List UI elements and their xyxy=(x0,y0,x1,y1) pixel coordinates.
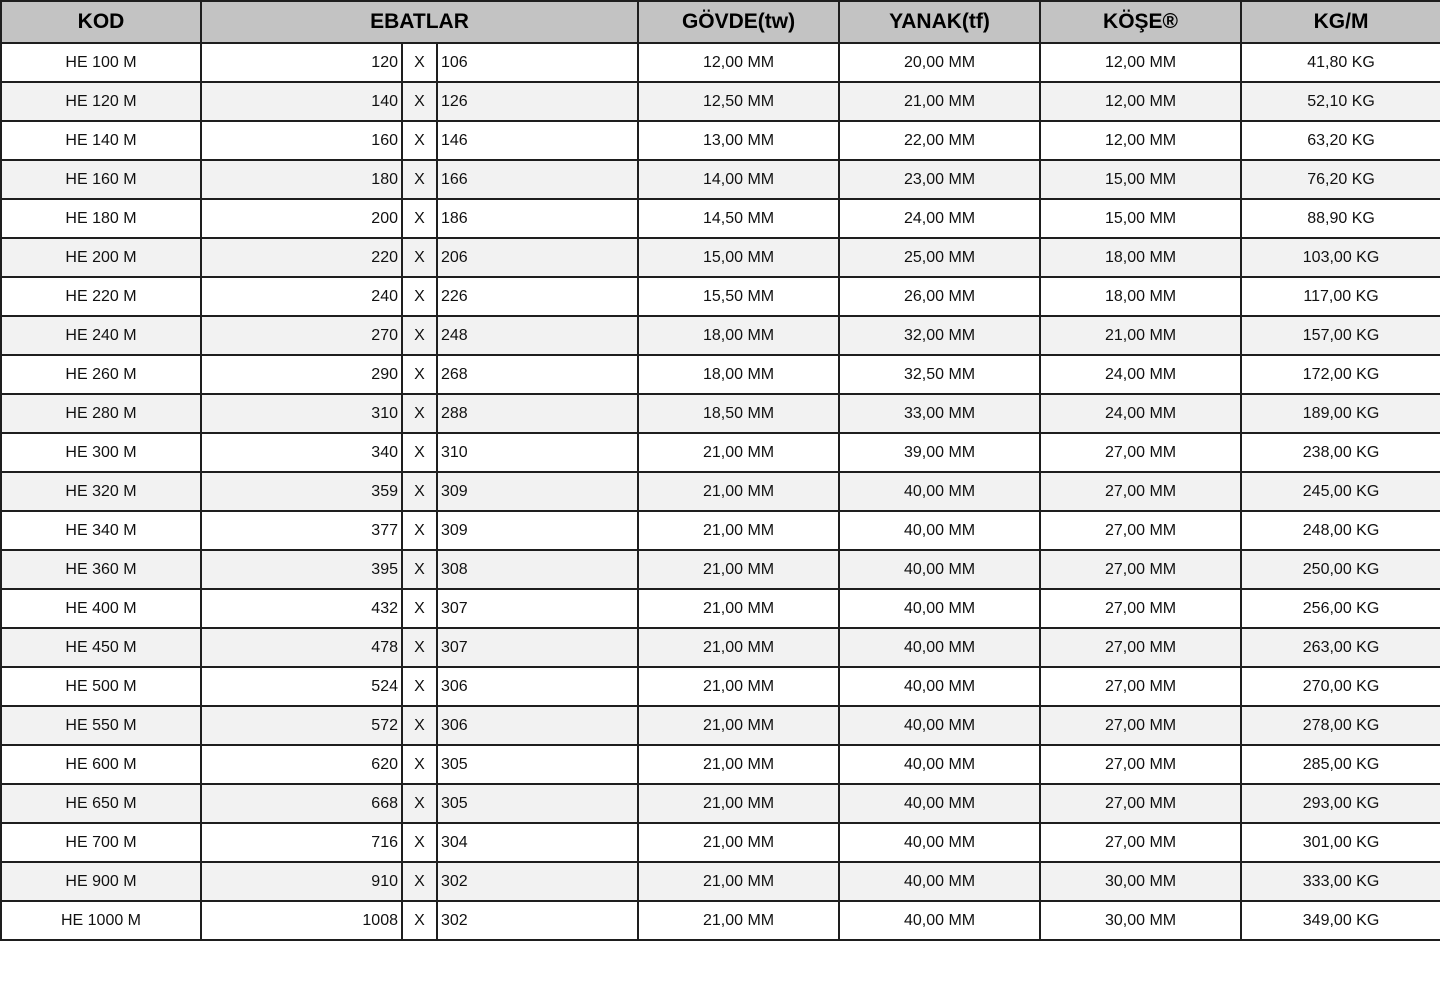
cell-govde: 15,50 MM xyxy=(638,277,839,316)
cell-govde: 12,50 MM xyxy=(638,82,839,121)
cell-govde: 18,00 MM xyxy=(638,355,839,394)
cell-ebat-x: X xyxy=(402,901,437,940)
header-govde: GÖVDE(tw) xyxy=(638,1,839,43)
cell-kod: HE 180 M xyxy=(1,199,201,238)
cell-ebat-a: 620 xyxy=(201,745,402,784)
cell-yanak: 39,00 MM xyxy=(839,433,1040,472)
cell-ebat-b: 306 xyxy=(437,706,638,745)
cell-kod: HE 900 M xyxy=(1,862,201,901)
cell-kose: 27,00 MM xyxy=(1040,433,1241,472)
cell-ebat-a: 910 xyxy=(201,862,402,901)
cell-ebat-b: 302 xyxy=(437,862,638,901)
cell-ebat-b: 226 xyxy=(437,277,638,316)
cell-ebat-b: 302 xyxy=(437,901,638,940)
cell-kose: 18,00 MM xyxy=(1040,238,1241,277)
cell-ebat-x: X xyxy=(402,277,437,316)
cell-kgm: 293,00 KG xyxy=(1241,784,1440,823)
cell-yanak: 23,00 MM xyxy=(839,160,1040,199)
cell-yanak: 40,00 MM xyxy=(839,862,1040,901)
table-row xyxy=(1,121,1440,160)
cell-kod: HE 500 M xyxy=(1,667,201,706)
cell-yanak: 40,00 MM xyxy=(839,628,1040,667)
cell-ebat-b: 307 xyxy=(437,628,638,667)
cell-kose: 27,00 MM xyxy=(1040,550,1241,589)
cell-kgm: 256,00 KG xyxy=(1241,589,1440,628)
cell-ebat-x: X xyxy=(402,355,437,394)
cell-kose: 12,00 MM xyxy=(1040,121,1241,160)
cell-govde: 21,00 MM xyxy=(638,433,839,472)
cell-govde: 14,00 MM xyxy=(638,160,839,199)
table-row xyxy=(1,628,1440,667)
cell-kod: HE 280 M xyxy=(1,394,201,433)
cell-govde: 15,00 MM xyxy=(638,238,839,277)
cell-ebat-b: 306 xyxy=(437,667,638,706)
cell-kgm: 41,80 KG xyxy=(1241,43,1440,82)
cell-kgm: 263,00 KG xyxy=(1241,628,1440,667)
cell-ebat-b: 310 xyxy=(437,433,638,472)
cell-kose: 15,00 MM xyxy=(1040,199,1241,238)
cell-ebat-x: X xyxy=(402,472,437,511)
cell-ebat-x: X xyxy=(402,121,437,160)
cell-ebat-a: 290 xyxy=(201,355,402,394)
cell-ebat-a: 160 xyxy=(201,121,402,160)
table-row xyxy=(1,862,1440,901)
cell-ebat-x: X xyxy=(402,43,437,82)
cell-kod: HE 550 M xyxy=(1,706,201,745)
cell-ebat-a: 270 xyxy=(201,316,402,355)
cell-kose: 27,00 MM xyxy=(1040,745,1241,784)
cell-yanak: 40,00 MM xyxy=(839,472,1040,511)
cell-kgm: 349,00 KG xyxy=(1241,901,1440,940)
cell-govde: 18,00 MM xyxy=(638,316,839,355)
cell-kose: 24,00 MM xyxy=(1040,394,1241,433)
cell-kod: HE 140 M xyxy=(1,121,201,160)
cell-govde: 13,00 MM xyxy=(638,121,839,160)
cell-kgm: 285,00 KG xyxy=(1241,745,1440,784)
cell-ebat-b: 166 xyxy=(437,160,638,199)
cell-kose: 27,00 MM xyxy=(1040,472,1241,511)
cell-ebat-a: 395 xyxy=(201,550,402,589)
cell-kgm: 52,10 KG xyxy=(1241,82,1440,121)
cell-ebat-b: 309 xyxy=(437,511,638,550)
cell-kgm: 157,00 KG xyxy=(1241,316,1440,355)
cell-kose: 27,00 MM xyxy=(1040,511,1241,550)
cell-ebat-x: X xyxy=(402,511,437,550)
cell-kgm: 301,00 KG xyxy=(1241,823,1440,862)
cell-ebat-x: X xyxy=(402,160,437,199)
cell-kod: HE 700 M xyxy=(1,823,201,862)
cell-ebat-b: 305 xyxy=(437,745,638,784)
cell-ebat-a: 310 xyxy=(201,394,402,433)
cell-govde: 21,00 MM xyxy=(638,745,839,784)
cell-govde: 21,00 MM xyxy=(638,667,839,706)
cell-ebat-x: X xyxy=(402,784,437,823)
cell-yanak: 40,00 MM xyxy=(839,511,1040,550)
cell-ebat-x: X xyxy=(402,199,437,238)
cell-govde: 21,00 MM xyxy=(638,628,839,667)
cell-govde: 21,00 MM xyxy=(638,862,839,901)
cell-yanak: 32,50 MM xyxy=(839,355,1040,394)
cell-ebat-a: 377 xyxy=(201,511,402,550)
cell-kgm: 333,00 KG xyxy=(1241,862,1440,901)
table-row xyxy=(1,199,1440,238)
cell-kose: 27,00 MM xyxy=(1040,628,1241,667)
cell-kose: 30,00 MM xyxy=(1040,862,1241,901)
cell-ebat-x: X xyxy=(402,316,437,355)
cell-ebat-b: 307 xyxy=(437,589,638,628)
cell-govde: 12,00 MM xyxy=(638,43,839,82)
cell-kgm: 76,20 KG xyxy=(1241,160,1440,199)
cell-yanak: 21,00 MM xyxy=(839,82,1040,121)
cell-ebat-x: X xyxy=(402,589,437,628)
cell-ebat-a: 478 xyxy=(201,628,402,667)
cell-kgm: 189,00 KG xyxy=(1241,394,1440,433)
header-kose: KÖŞE® xyxy=(1040,1,1241,43)
cell-ebat-a: 1008 xyxy=(201,901,402,940)
cell-ebat-x: X xyxy=(402,823,437,862)
cell-yanak: 26,00 MM xyxy=(839,277,1040,316)
cell-kod: HE 120 M xyxy=(1,82,201,121)
cell-govde: 14,50 MM xyxy=(638,199,839,238)
header-kgm: KG/M xyxy=(1241,1,1440,43)
table-row xyxy=(1,43,1440,82)
cell-kod: HE 360 M xyxy=(1,550,201,589)
cell-ebat-x: X xyxy=(402,745,437,784)
cell-ebat-x: X xyxy=(402,238,437,277)
cell-kod: HE 240 M xyxy=(1,316,201,355)
cell-kod: HE 300 M xyxy=(1,433,201,472)
table-row xyxy=(1,160,1440,199)
cell-kod: HE 100 M xyxy=(1,43,201,82)
table-row xyxy=(1,355,1440,394)
cell-kod: HE 220 M xyxy=(1,277,201,316)
cell-kgm: 270,00 KG xyxy=(1241,667,1440,706)
cell-yanak: 40,00 MM xyxy=(839,784,1040,823)
cell-ebat-a: 524 xyxy=(201,667,402,706)
cell-yanak: 20,00 MM xyxy=(839,43,1040,82)
cell-kose: 30,00 MM xyxy=(1040,901,1241,940)
table-row xyxy=(1,394,1440,433)
cell-govde: 21,00 MM xyxy=(638,511,839,550)
table-row xyxy=(1,706,1440,745)
cell-ebat-x: X xyxy=(402,394,437,433)
cell-ebat-a: 140 xyxy=(201,82,402,121)
cell-ebat-a: 340 xyxy=(201,433,402,472)
cell-ebat-b: 248 xyxy=(437,316,638,355)
cell-ebat-b: 288 xyxy=(437,394,638,433)
cell-kose: 12,00 MM xyxy=(1040,43,1241,82)
table-row xyxy=(1,784,1440,823)
cell-govde: 21,00 MM xyxy=(638,901,839,940)
cell-yanak: 40,00 MM xyxy=(839,589,1040,628)
cell-ebat-x: X xyxy=(402,862,437,901)
cell-kod: HE 450 M xyxy=(1,628,201,667)
cell-ebat-x: X xyxy=(402,628,437,667)
cell-kgm: 250,00 KG xyxy=(1241,550,1440,589)
cell-govde: 21,00 MM xyxy=(638,550,839,589)
cell-yanak: 40,00 MM xyxy=(839,667,1040,706)
cell-ebat-b: 308 xyxy=(437,550,638,589)
cell-ebat-b: 309 xyxy=(437,472,638,511)
cell-govde: 18,50 MM xyxy=(638,394,839,433)
table-row xyxy=(1,238,1440,277)
table-row xyxy=(1,823,1440,862)
cell-yanak: 22,00 MM xyxy=(839,121,1040,160)
cell-yanak: 24,00 MM xyxy=(839,199,1040,238)
cell-yanak: 40,00 MM xyxy=(839,823,1040,862)
cell-kose: 27,00 MM xyxy=(1040,589,1241,628)
header-ebatlar: EBATLAR xyxy=(201,1,638,43)
cell-govde: 21,00 MM xyxy=(638,706,839,745)
cell-kod: HE 1000 M xyxy=(1,901,201,940)
cell-ebat-a: 359 xyxy=(201,472,402,511)
cell-kose: 12,00 MM xyxy=(1040,82,1241,121)
header-kod: KOD xyxy=(1,1,201,43)
table-row xyxy=(1,901,1440,940)
cell-ebat-a: 200 xyxy=(201,199,402,238)
cell-yanak: 40,00 MM xyxy=(839,706,1040,745)
cell-kose: 18,00 MM xyxy=(1040,277,1241,316)
cell-kod: HE 600 M xyxy=(1,745,201,784)
cell-kgm: 245,00 KG xyxy=(1241,472,1440,511)
cell-govde: 21,00 MM xyxy=(638,472,839,511)
cell-ebat-x: X xyxy=(402,667,437,706)
cell-govde: 21,00 MM xyxy=(638,784,839,823)
cell-yanak: 40,00 MM xyxy=(839,901,1040,940)
cell-ebat-a: 120 xyxy=(201,43,402,82)
cell-kgm: 172,00 KG xyxy=(1241,355,1440,394)
table-row xyxy=(1,667,1440,706)
cell-kod: HE 320 M xyxy=(1,472,201,511)
cell-yanak: 32,00 MM xyxy=(839,316,1040,355)
cell-ebat-x: X xyxy=(402,433,437,472)
cell-kgm: 248,00 KG xyxy=(1241,511,1440,550)
cell-kod: HE 160 M xyxy=(1,160,201,199)
table-row xyxy=(1,316,1440,355)
cell-ebat-b: 106 xyxy=(437,43,638,82)
cell-ebat-x: X xyxy=(402,550,437,589)
cell-ebat-a: 668 xyxy=(201,784,402,823)
cell-ebat-b: 304 xyxy=(437,823,638,862)
cell-ebat-x: X xyxy=(402,706,437,745)
cell-ebat-a: 572 xyxy=(201,706,402,745)
cell-ebat-b: 206 xyxy=(437,238,638,277)
cell-kose: 27,00 MM xyxy=(1040,784,1241,823)
cell-ebat-a: 432 xyxy=(201,589,402,628)
cell-kose: 15,00 MM xyxy=(1040,160,1241,199)
cell-ebat-a: 220 xyxy=(201,238,402,277)
cell-kgm: 278,00 KG xyxy=(1241,706,1440,745)
cell-kgm: 63,20 KG xyxy=(1241,121,1440,160)
table-row xyxy=(1,277,1440,316)
cell-govde: 21,00 MM xyxy=(638,589,839,628)
cell-ebat-b: 268 xyxy=(437,355,638,394)
cell-kod: HE 260 M xyxy=(1,355,201,394)
cell-ebat-a: 180 xyxy=(201,160,402,199)
cell-ebat-b: 186 xyxy=(437,199,638,238)
cell-kgm: 88,90 KG xyxy=(1241,199,1440,238)
cell-kod: HE 340 M xyxy=(1,511,201,550)
table-row xyxy=(1,589,1440,628)
cell-kod: HE 200 M xyxy=(1,238,201,277)
cell-ebat-b: 146 xyxy=(437,121,638,160)
cell-govde: 21,00 MM xyxy=(638,823,839,862)
table-row xyxy=(1,550,1440,589)
cell-ebat-a: 240 xyxy=(201,277,402,316)
header-row xyxy=(1,1,1440,43)
table-row xyxy=(1,433,1440,472)
cell-kose: 27,00 MM xyxy=(1040,823,1241,862)
table-row xyxy=(1,82,1440,121)
cell-kgm: 103,00 KG xyxy=(1241,238,1440,277)
table-body xyxy=(1,43,1440,940)
cell-kose: 21,00 MM xyxy=(1040,316,1241,355)
cell-kose: 27,00 MM xyxy=(1040,706,1241,745)
table-row xyxy=(1,472,1440,511)
table-row xyxy=(1,745,1440,784)
cell-ebat-a: 716 xyxy=(201,823,402,862)
cell-yanak: 40,00 MM xyxy=(839,550,1040,589)
table-row xyxy=(1,511,1440,550)
cell-yanak: 40,00 MM xyxy=(839,745,1040,784)
header-yanak: YANAK(tf) xyxy=(839,1,1040,43)
cell-kgm: 117,00 KG xyxy=(1241,277,1440,316)
cell-kod: HE 650 M xyxy=(1,784,201,823)
cell-yanak: 25,00 MM xyxy=(839,238,1040,277)
cell-ebat-b: 305 xyxy=(437,784,638,823)
cell-kgm: 238,00 KG xyxy=(1241,433,1440,472)
cell-ebat-x: X xyxy=(402,82,437,121)
cell-kod: HE 400 M xyxy=(1,589,201,628)
cell-kose: 24,00 MM xyxy=(1040,355,1241,394)
cell-kose: 27,00 MM xyxy=(1040,667,1241,706)
cell-ebat-b: 126 xyxy=(437,82,638,121)
cell-yanak: 33,00 MM xyxy=(839,394,1040,433)
